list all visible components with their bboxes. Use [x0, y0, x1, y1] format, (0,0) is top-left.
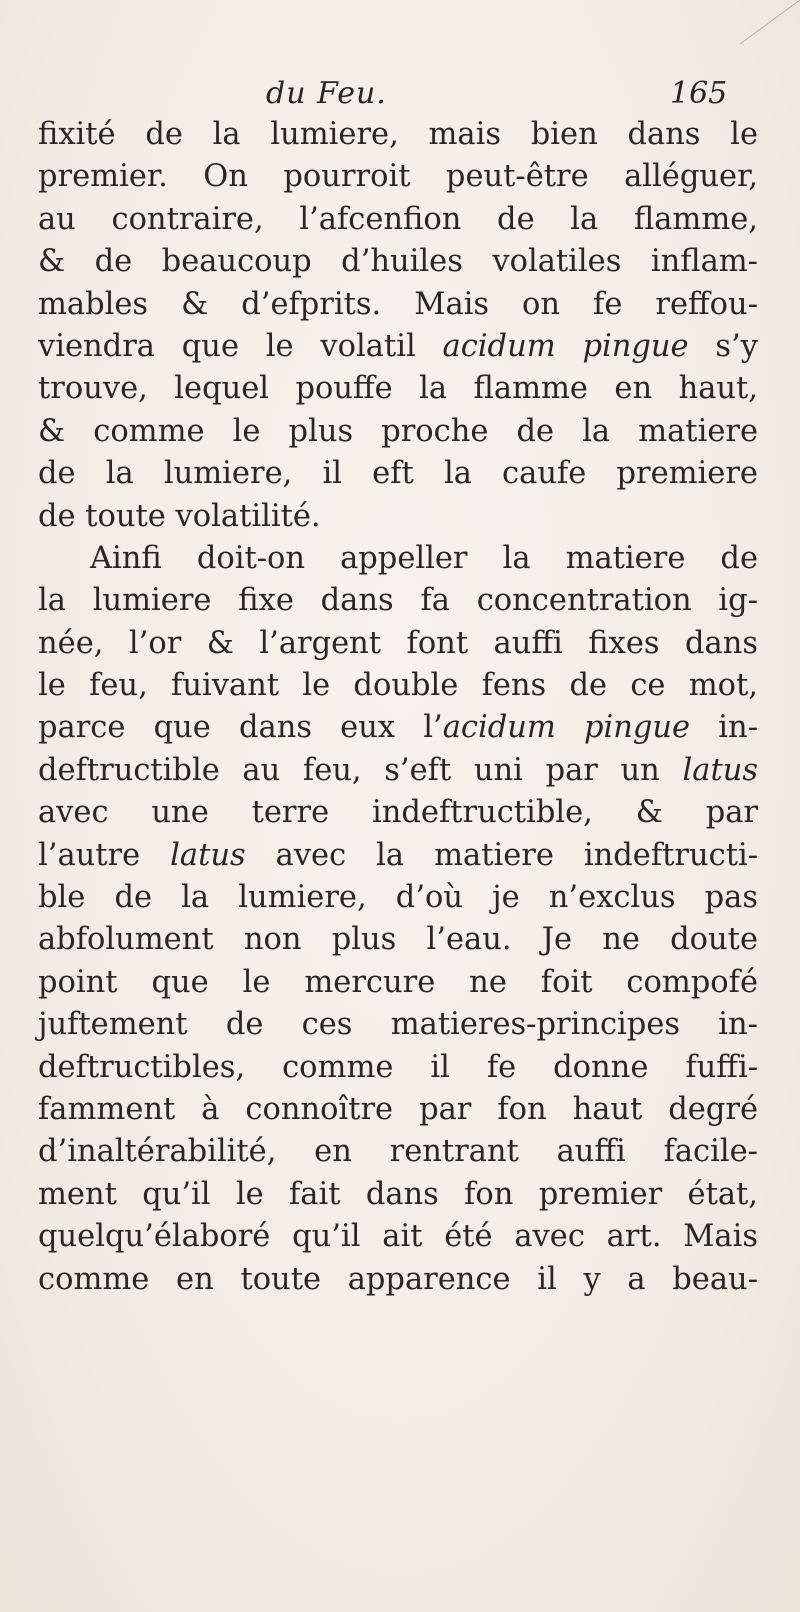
text-segment: point que le mercure ne foit compofé [38, 964, 758, 1000]
text-segment: abfolument non plus l’eau. Je ne doute [38, 922, 758, 958]
text-line [38, 411, 758, 453]
text-segment: quelqu’élaboré qu’il ait été avec art. Mais [38, 1219, 758, 1255]
text-segment: de la lumiere, il eft la caufe premiere [38, 456, 758, 492]
text-segment: ment qu’il le fait dans fon premier état, [38, 1176, 758, 1212]
text-line [38, 538, 758, 580]
text-line [38, 453, 758, 495]
text-segment: & comme le plus proche de la matiere [38, 413, 758, 449]
italic-text: latus [170, 837, 246, 873]
text-line [38, 368, 758, 410]
text-line [38, 326, 758, 368]
text-segment: ble de la lumiere, d’où je n’exclus pas [38, 880, 758, 916]
text-line [38, 496, 729, 538]
text-segment: parce que dans eux l’ [38, 710, 443, 746]
text-line [38, 750, 758, 792]
text-line [38, 1216, 758, 1258]
text-segment: deftructible au feu, s’eft uni par un [38, 752, 683, 788]
text-segment: in- [690, 710, 759, 746]
text-segment: comme en toute apparence il y a beau- [38, 1261, 758, 1297]
italic-text: latus [682, 752, 758, 788]
text-segment: & de beaucoup d’huiles volatiles inflam- [38, 244, 758, 280]
text-segment: juftement de ces matieres-principes in- [38, 1007, 758, 1043]
text-segment: l’autre [38, 837, 171, 873]
text-line [38, 114, 758, 156]
text-line [38, 962, 758, 1004]
text-segment: le feu, fuivant le double fens de ce mot, [38, 668, 758, 704]
text-segment: de toute volatilité. [38, 498, 321, 534]
text-line [38, 580, 758, 622]
text-segment: s’y [688, 328, 758, 364]
text-segment: d’inaltérabilité, en rentrant auffi facile- [38, 1134, 758, 1170]
text-segment: premier. On pourroit peut-être alléguer, [38, 159, 758, 195]
text-line [38, 877, 758, 919]
text-segment: trouve, lequel pouffe la flamme en haut, [38, 371, 758, 407]
text-segment: avec une terre indeftructible, & par [38, 795, 758, 831]
text-line [38, 284, 758, 326]
text-line [38, 707, 758, 749]
text-segment: avec la matiere indeftructi- [245, 837, 759, 873]
text-line [38, 665, 758, 707]
italic-text: acidum pingue [442, 328, 689, 364]
text-segment: Ainfi doit-on appeller la matiere de [90, 540, 758, 576]
text-line [38, 1004, 758, 1046]
text-line [38, 792, 758, 834]
text-segment: mables & d’efprits. Mais on fe reffou- [38, 286, 758, 322]
text-line [38, 1174, 758, 1216]
italic-text: acidum pingue [442, 710, 691, 746]
text-line [38, 1259, 758, 1301]
text-line [38, 623, 758, 665]
body-text [38, 114, 758, 1301]
text-line [38, 241, 758, 283]
text-segment: viendra que le volatil [38, 328, 443, 364]
text-segment: deftructibles, comme il fe donne fuffi- [38, 1049, 758, 1085]
text-line [38, 199, 758, 241]
text-line [38, 1131, 758, 1173]
text-segment: la lumiere fixe dans fa concentration ig- [38, 583, 758, 619]
page-number: 165 [670, 76, 728, 111]
text-segment: fixité de la lumiere, mais bien dans le [38, 117, 758, 152]
text-segment: famment à connoître par fon haut degré [38, 1091, 758, 1127]
text-line [38, 919, 758, 961]
text-segment: née, l’or & l’argent font auffi fixes dans [38, 625, 758, 661]
text-line [38, 1047, 758, 1089]
running-title: du Feu. [266, 76, 387, 111]
text-segment: au contraire, l’afcenfion de la flamme, [38, 201, 758, 237]
text-line [38, 1089, 758, 1131]
text-line [38, 156, 758, 198]
page-corner-mark [740, 0, 800, 60]
text-line [38, 835, 758, 877]
